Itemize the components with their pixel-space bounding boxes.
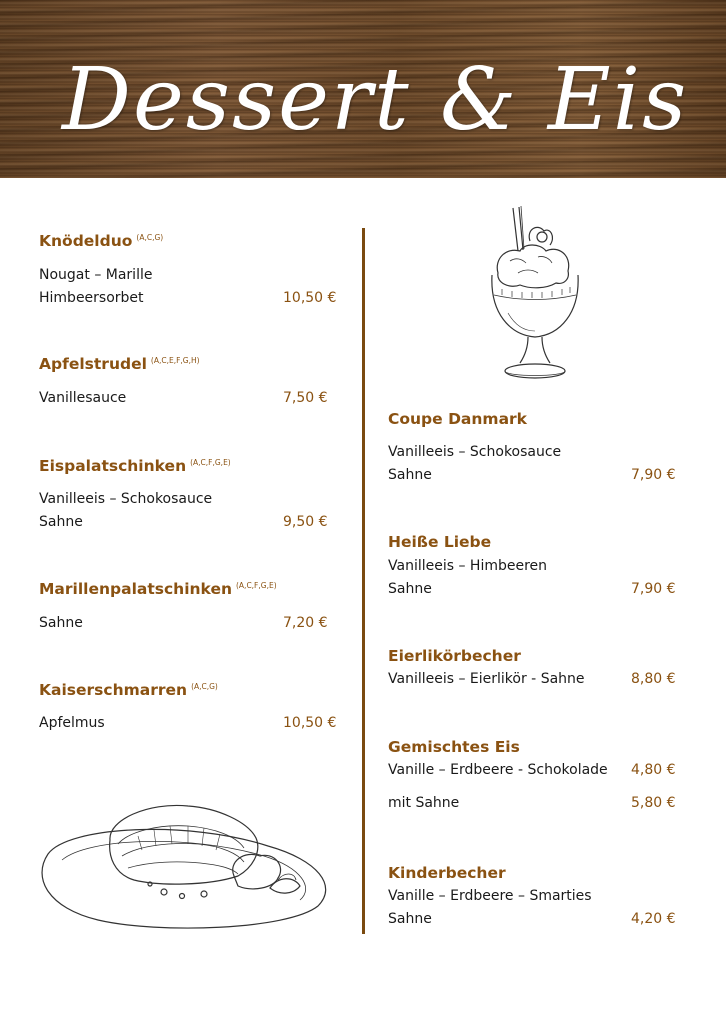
allergens: (A,C,G) (136, 233, 164, 242)
menu-item-marillenpalatschinken (39, 580, 277, 598)
menu-item-apfelstrudel (39, 355, 200, 373)
header-banner (0, 0, 726, 178)
item-price: 4,80 € (631, 762, 676, 778)
item-description: Sahne (39, 615, 83, 631)
item-description: Himbeersorbet (39, 290, 144, 306)
item-description: Sahne (39, 514, 83, 530)
item-description: Vanillesauce (39, 390, 127, 406)
item-name: Kinderbecher (388, 864, 506, 882)
item-price: 7,20 € (283, 615, 328, 631)
apple-strudel-icon (38, 796, 328, 936)
item-name: Heiße Liebe (388, 533, 492, 551)
item-description: Sahne (388, 467, 432, 483)
item-description: Vanille – Erdbeere – Smarties (388, 888, 592, 904)
allergens: (A,C,F,G,E) (236, 581, 277, 590)
item-price: 10,50 € (283, 715, 337, 731)
item-price: 10,50 € (283, 290, 337, 306)
item-price: 7,90 € (631, 581, 676, 597)
item-description: Vanilleeis – Schokosauce (388, 444, 562, 460)
column-divider (362, 228, 365, 934)
menu-item-heisse-liebe (388, 533, 491, 551)
menu-item-coupe-danmark (388, 410, 527, 428)
menu-item-eispalatschinken (39, 457, 231, 475)
allergens: (A,C,E,F,G,H) (150, 356, 200, 365)
item-price: 4,20 € (631, 911, 676, 927)
item-description: Vanilleeis – Himbeeren (388, 558, 548, 574)
menu-item-kinderbecher (388, 864, 506, 882)
item-price: 7,90 € (631, 467, 676, 483)
menu-item-eierlikoerbecher (388, 647, 521, 665)
item-description: mit Sahne (388, 795, 460, 811)
item-description: Apfelmus (39, 715, 105, 731)
item-name: Eispalatschinken (39, 457, 187, 475)
item-price: 9,50 € (283, 514, 328, 530)
item-description: Vanilleeis – Schokosauce (39, 491, 213, 507)
item-price: 8,80 € (631, 671, 676, 687)
ice-cream-sundae-icon (480, 203, 590, 385)
item-name: Eierlikörbecher (388, 647, 521, 665)
allergens: (A,C,G) (191, 682, 218, 691)
item-name: Marillenpalatschinken (39, 580, 232, 598)
item-name: Gemischtes Eis (388, 738, 520, 756)
item-price: 7,50 € (283, 390, 328, 406)
allergens: (A,C,F,G,E) (190, 458, 231, 467)
item-name: Apfelstrudel (39, 355, 147, 373)
item-description: Vanille – Erdbeere - Schokolade (388, 762, 608, 778)
item-description: Sahne (388, 911, 432, 927)
menu-item-gemischtes-eis (388, 738, 520, 756)
item-name: Knödelduo (39, 232, 133, 250)
item-name: Coupe Danmark (388, 410, 527, 428)
page-title: Dessert & Eis (62, 50, 689, 150)
item-description: Sahne (388, 581, 432, 597)
menu-item-kaiserschmarren (39, 681, 218, 699)
menu-item-knoedelduo (39, 232, 163, 250)
item-description: Nougat – Marille (39, 267, 153, 283)
item-name: Kaiserschmarren (39, 681, 188, 699)
item-description: Vanilleeis – Eierlikör - Sahne (388, 671, 585, 687)
item-price: 5,80 € (631, 795, 676, 811)
